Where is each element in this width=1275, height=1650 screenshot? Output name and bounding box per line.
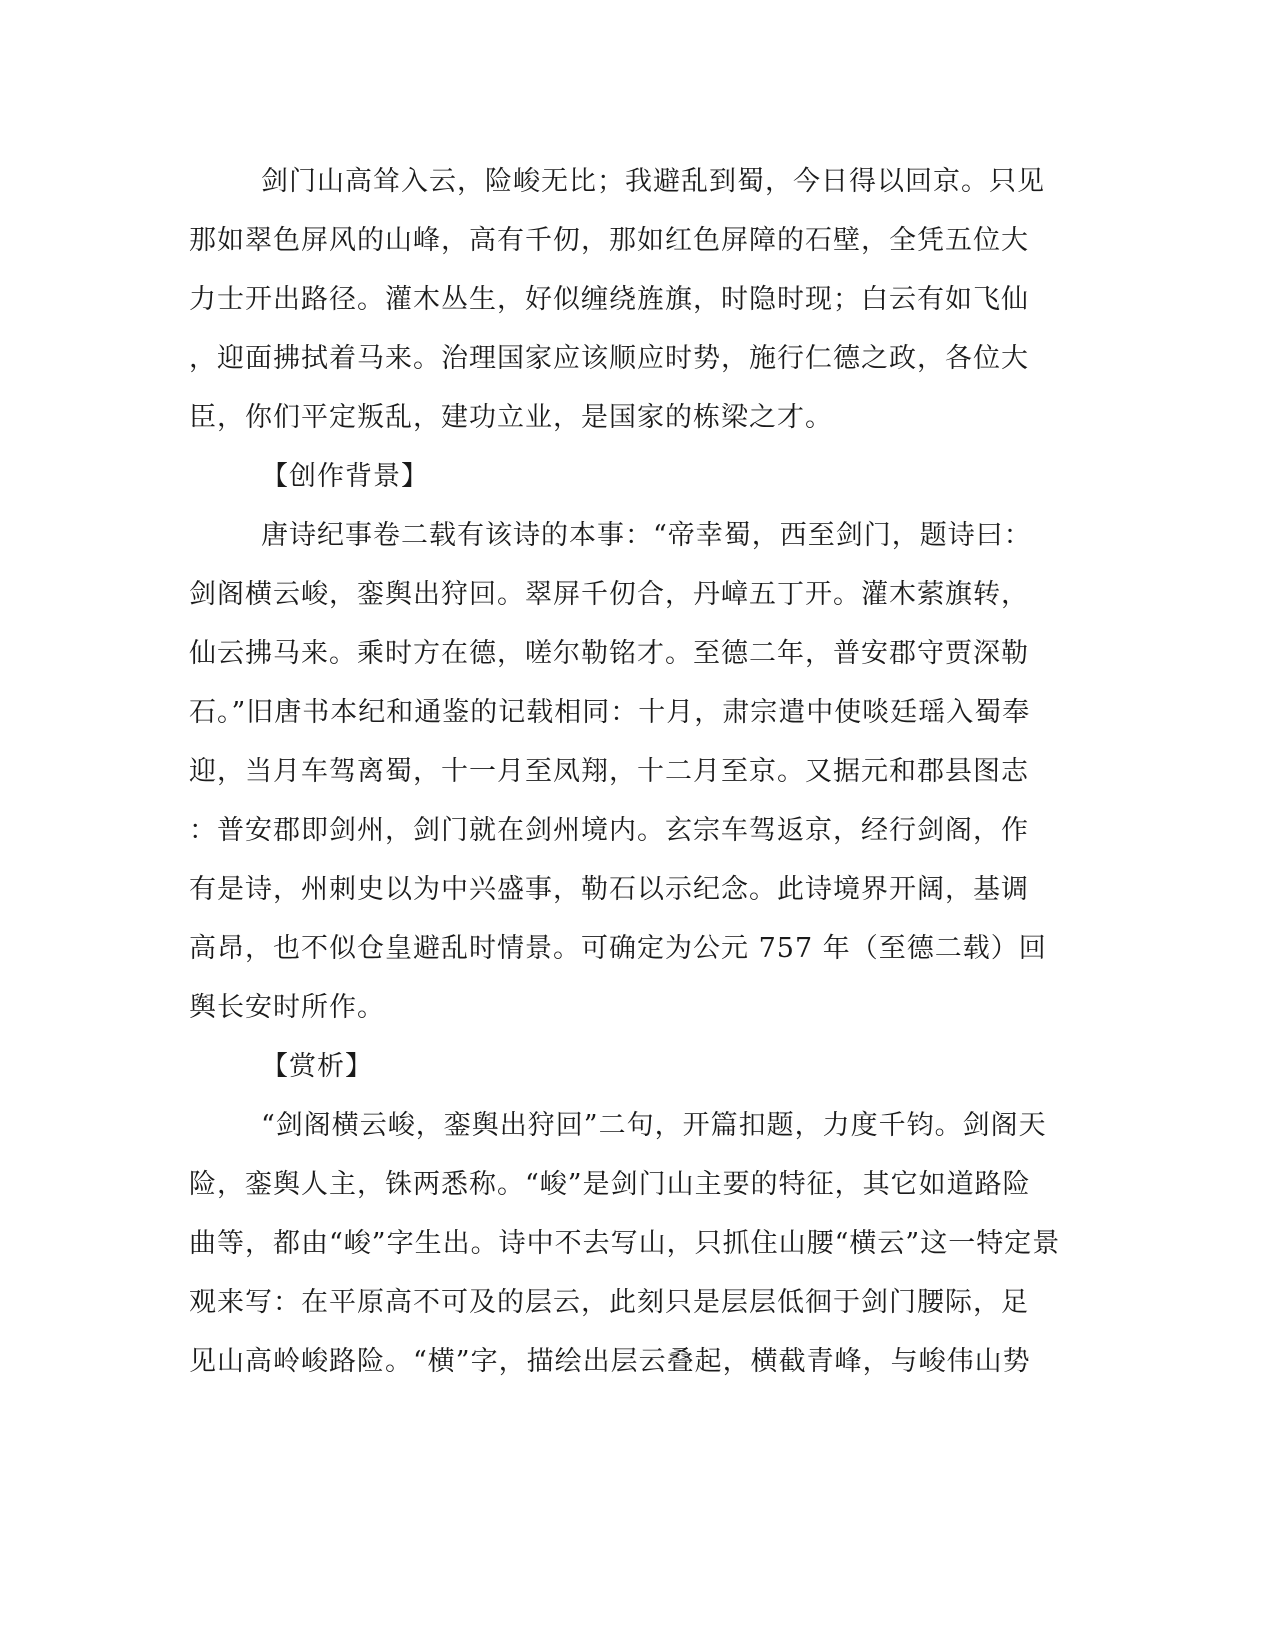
text-line: 曲等，都由“峻”字生出。诗中不去写山，只抓住山腰“横云”这一特定景	[189, 1228, 1061, 1259]
text-line: 高昂，也不似仓皇避乱时情景。可确定为公元 757 年（至德二载）回	[189, 933, 1047, 964]
text-line: 那如翠色屏风的山峰，高有千仞，那如红色屏障的石壁，全凭五位大	[189, 225, 1029, 256]
text-line: 仙云拂马来。乘时方在德，嗟尔勒铭才。至德二年，普安郡守贾深勒	[189, 638, 1029, 669]
text-line: 观来写：在平原高不可及的层云，此刻只是层层低徊于剑门腰际，足	[189, 1287, 1029, 1318]
section-heading: 【赏析】	[261, 1051, 373, 1082]
text-line: 舆长安时所作。	[189, 992, 385, 1023]
text-line: 剑阁横云峻，銮舆出狩回。翠屏千仞合，丹嶂五丁开。灌木萦旗转，	[189, 579, 1029, 610]
text-line: 有是诗，州刺史以为中兴盛事，勒石以示纪念。此诗境界开阔，基调	[189, 874, 1029, 905]
text-line: 臣，你们平定叛乱，建功立业，是国家的栋梁之才。	[189, 402, 833, 433]
section-heading: 【创作背景】	[261, 461, 429, 492]
text-line: 迎，当月车驾离蜀，十一月至凤翔，十二月至京。又据元和郡县图志	[189, 756, 1029, 787]
text-line: 见山高岭峻路险。“横”字，描绘出层云叠起，横截青峰，与峻伟山势	[189, 1346, 1031, 1377]
text-line: 剑门山高耸入云，险峻无比；我避乱到蜀，今日得以回京。只见	[261, 166, 1045, 197]
text-line: 力士开出路径。灌木丛生，好似缠绕旌旗，时隐时现；白云有如飞仙	[189, 284, 1029, 315]
text-line: 唐诗纪事卷二载有该诗的本事：“帝幸蜀，西至剑门，题诗曰：	[261, 520, 1032, 551]
text-line: 险，銮舆人主，铢两悉称。“峻”是剑门山主要的特征，其它如道路险	[189, 1169, 1031, 1200]
text-line: ：普安郡即剑州，剑门就在剑州境内。玄宗车驾返京，经行剑阁，作	[189, 815, 1029, 846]
text-line: 石。”旧唐书本纪和通鉴的记载相同：十月，肃宗遣中使啖廷瑶入蜀奉	[189, 697, 1031, 728]
text-line: ，迎面拂拭着马来。治理国家应该顺应时势，施行仁德之政，各位大	[189, 343, 1029, 374]
text-line: “剑阁横云峻，銮舆出狩回”二句，开篇扣题，力度千钧。剑阁天	[261, 1110, 1047, 1141]
